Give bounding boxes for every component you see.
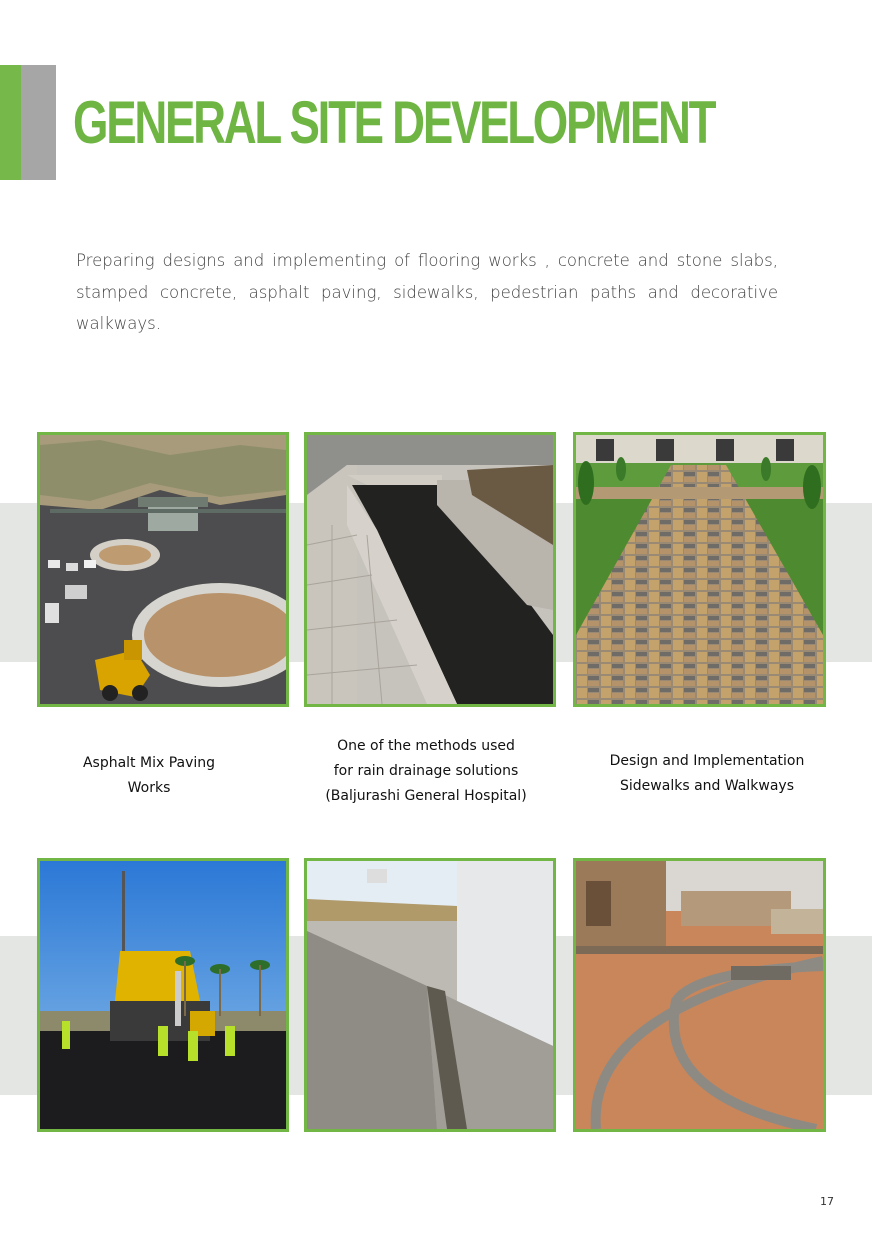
caption-asphalt-line-1: Asphalt Mix Paving	[82, 755, 216, 771]
page-title: GENERAL SITE DEVELOPMENT	[73, 89, 715, 156]
intro-paragraph: Preparing designs and implementing of flooring works , concrete and stone slabs, stamped concrete, asphalt paving, sidewalks, pedestrian paths and decorative walkways.	[76, 251, 778, 333]
photo-drainage-channel	[304, 432, 556, 707]
page-number: 17	[820, 1195, 834, 1208]
caption-asphalt-line-2: Works	[127, 780, 171, 796]
photo-paved-walkway	[573, 432, 826, 707]
caption-asphalt	[60, 751, 238, 801]
photo-concrete-channel	[304, 858, 556, 1132]
caption-drainage-line-3: (Baljurashi General Hospital)	[325, 788, 527, 804]
photo-curb-installation	[573, 858, 826, 1132]
caption-drainage-line-2: for rain drainage solutions	[333, 763, 519, 779]
accent-bar-green	[0, 65, 21, 180]
accent-bar-gray	[21, 65, 56, 180]
caption-drainage-line-1: One of the methods used	[337, 738, 515, 754]
caption-drainage	[306, 734, 546, 809]
caption-walkways-line-1: Design and Implementation	[609, 753, 805, 769]
photo-asphalt-parking	[37, 432, 289, 707]
photo-asphalt-paver-crew	[37, 858, 289, 1132]
caption-walkways-line-2: Sidewalks and Walkways	[620, 778, 794, 794]
caption-walkways	[586, 749, 828, 799]
